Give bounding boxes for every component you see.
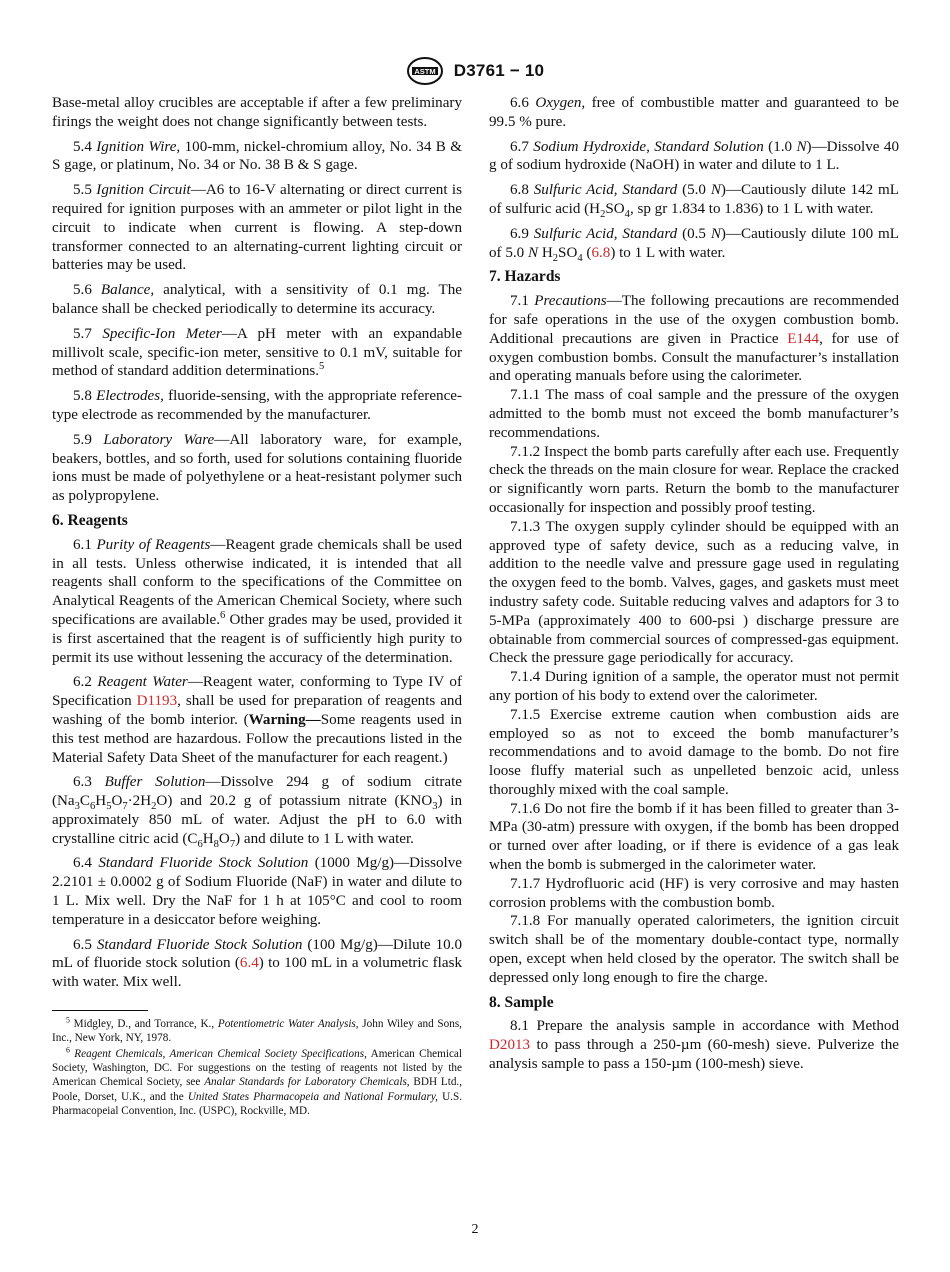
section-5-9: 5.9 Laboratory Ware—All laboratory ware, for example, beakers, bottles, and so forth, used for solutions containing fluoride ions must be made of polyethylene or a heat-resistant polymer such as polypropylene.	[52, 431, 462, 505]
section-6-7: 6.7 Sodium Hydroxide, Standard Solution (1.0 N)—Dissolve 40 g of sodium hydroxide (NaOH) in water and dilute to 1 L.	[489, 138, 899, 174]
link-e144[interactable]: E144	[787, 330, 820, 347]
section-5-7: 5.7 Specific-Ion Meter—A pH meter with an expandable millivolt scale, specific-ion meter, sensitive to 0.1 mV, suitable for method of standard addition determinations.$^5$	[52, 325, 463, 380]
section-6-1: 6.1 Purity of Reagents—Reagent grade chemicals shall be used in all tests. Unless otherwise indicated, it is intended that all reagents shall conform to the specifications of the Committee on Analytical Reagents of the American Chemical Society, where such specifications are available.$^6$ Other grades may be used, provided it is first ascertained that the reagent is of sufficiently high purity to permit its use without lessening the accuracy of the determination.	[52, 536, 463, 666]
section-7-1-3: 7.1.3 The oxygen supply cylinder should be equipped with an approved type of safety device, such as a reducing valve, in addition to the needle valve and pressure gage used in regulating the oxygen feed to the bomb. Valves, gages, and gaskets must meet industry safety code. Suitable reducing valves and adaptors for 3 to 5-MPa (approximately 400 to 600-psi ) discharge pressure are obtainable from commercial sources of compressed-gas equipment. Check the pressure gage periodically for accuracy.	[489, 518, 899, 667]
section-7-1-2: 7.1.2 Inspect the bomb parts carefully after each use. Frequently check the threads on the main closure for wear. Replace the cracked or significantly worn parts. Return the bomb to the manufacturer occasionally for inspection and possibly proof testing.	[489, 443, 899, 516]
section-6-3: 6.3 Buffer Solution—Dissolve 294 g of sodium citrate $(Na_3C_6H_5O_7\cdot 2H_2O)$ and 20.2 g of potassium nitrate $(KNO_3)$ in approximately 850 mL of water. Adjust the pH to 6.0 with crystalline citric acid $(C_6H_8O_7)$ and dilute to 1 L with water.	[52, 774, 463, 850]
svg-text:ASTM: ASTM	[414, 67, 436, 76]
footnote-divider	[52, 1010, 148, 1011]
right-column	[489, 94, 899, 1080]
section-5-8: 5.8 Electrodes, fluoride-sensing, with the appropriate reference-type electrode as recommended by the manufacturer.	[52, 388, 462, 423]
section-7-1-4: 7.1.4 During ignition of a sample, the operator must not permit any portion of his body to extend over the calorimeter.	[489, 669, 899, 704]
left-column	[52, 94, 462, 1119]
section-6-5: 6.5 Standard Fluoride Stock Solution (100 Mg/g)—Dilute 10.0 mL of fluoride stock solution (6.4) to 100 mL in a volumetric flask with water. Mix well.	[52, 936, 463, 991]
section-6-4: 6.4 Standard Fluoride Stock Solution (1000 Mg/g)—Dissolve 2.2101 ± 0.0002 g of Sodium Fluoride (NaF) in water and dilute to 1 L. Mix well. Dry the NaF for 1 h at 105°C and cool to room temperature in a desiccator before weighing.	[52, 855, 463, 928]
section-6-9: 6.9 Sulfuric Acid, Standard (0.5 N)—Cautiously dilute 100 mL of 5.0 N $H_2SO_4$ (6.8) to 1 L with water.	[489, 225, 899, 264]
section-8-1: 8.1 Prepare the analysis sample in accordance with Method D2013 to pass through a 250-µm (60-mesh) sieve. Pulverize the analysis sample to pass a 150-µm (100-mesh) sieve.	[489, 1018, 899, 1073]
link-6-8[interactable]: 6.8	[591, 244, 611, 261]
section-7-1: 7.1 Precautions—The following precautions are recommended for safe operations in the use of the oxygen combustion bomb. Additional precautions are given in Practice E144, for use of oxygen combustion bombs. Consult the manufacturer’s installation and operating manuals before using the calorimeter.	[489, 293, 899, 385]
link-6-4[interactable]: 6.4	[239, 955, 259, 972]
section-7-1-7: 7.1.7 Hydrofluoric acid (HF) is very corrosive and may hasten corrosion problems with the combustion bomb.	[489, 875, 899, 911]
link-d1193[interactable]: D1193	[136, 693, 178, 710]
section-7-1-1: 7.1.1 The mass of coal sample and the pressure of the oxygen admitted to the bomb must not exceed the bomb manufacturer’s recommendations.	[489, 387, 899, 441]
section-heading-reagents: 6. Reagents	[52, 511, 128, 529]
section-6-6: 6.6 Oxygen, free of combustible matter and guaranteed to be 99.5 % pure.	[489, 95, 900, 130]
section-5-4: 5.4 Ignition Wire, 100-mm, nickel-chromium alloy, No. 34 B & S gage, or platinum, No. 34 or No. 38 B & S gage.	[52, 138, 462, 174]
page-header	[0, 56, 950, 86]
footnote-ref[interactable]: 5	[319, 361, 325, 373]
astm-logo-icon	[406, 56, 444, 86]
section-heading-hazards: 7. Hazards	[489, 268, 561, 286]
section-5-6: 5.6 Balance, analytical, with a sensitivity of 0.1 mg. The balance shall be checked periodically to determine its accuracy.	[52, 282, 462, 317]
section-6-2: 6.2 Reagent Water—Reagent water, conforming to Type IV of Specification D1193, shall be used for preparation of reagents and washing of the bomb interior. (Warning—Some reagents used in this test method are hazardous. Follow the precautions listed in the Material Safety Data Sheet of the manufacturer for each reagent.)	[52, 674, 463, 766]
footnote-5: $^5$ Midgley, D., and Torrance, K., Potentiometric Water Analysis, John Wiley and Sons, Inc., New York, NY, 1978.	[52, 1015, 462, 1045]
paragraph: Base-metal alloy crucibles are acceptable if after a few preliminary firings the weight does not change significantly between tests.	[52, 95, 462, 130]
section-7-1-6: 7.1.6 Do not fire the bomb if it has been filled to greater than 3-MPa (30-atm) pressure with oxygen, if the bomb has been dropped or turned over after loading, or if there is evidence of a gas leak when the bomb is submerged in the calorimeter water.	[489, 800, 899, 874]
document-code: D3761 − 10	[453, 61, 545, 80]
footnote-6: $^6$ Reagent Chemicals, American Chemical Society Specifications, American Chemical Society, Washington, DC. For suggestions on the testing of reagents not listed by the American Chemical Society, see Analar Standards for Laboratory Chemicals, BDH Ltd., Poole, Dorset, U.K., and the United States Pharmacopeia and National Formulary, U.S. Pharmacopeial Convention, Inc. (USPC), Rockville, MD.	[52, 1044, 463, 1117]
section-6-8: 6.8 Sulfuric Acid, Standard (5.0 N)—Cautiously dilute 142 mL of sulfuric acid ($H_2SO_4$, sp gr 1.834 to 1.836) to 1 L with water.	[489, 182, 899, 220]
section-7-1-8: 7.1.8 For manually operated calorimeters, the ignition circuit switch shall be of the momentary double-contact type, normally open, except when held closed by the operator. The switch shall be depressed only long enough to fire the charge.	[489, 913, 899, 986]
page-number: 2	[471, 1222, 479, 1237]
section-7-1-5: 7.1.5 Exercise extreme caution when combustion aids are employed so as not to exceed the bomb manufacturer’s recommendations and to avoid damage to the bomb. Do not fire loose fluffy material such as unpelleted benzoic acid, unless thoroughly mixed with the coal sample.	[489, 706, 899, 798]
link-d2013[interactable]: D2013	[489, 1037, 531, 1054]
footnote-ref[interactable]: 6	[220, 609, 226, 621]
section-5-5: 5.5 Ignition Circuit—A6 to 16-V alternating or direct current is required for ignition purposes with an ammeter or pilot light in the circuit to indicate when current is flowing. A step-down transformer connected to an alternating-current lighting circuit or batteries may be used.	[52, 182, 462, 274]
section-heading-sample: 8. Sample	[489, 993, 554, 1011]
